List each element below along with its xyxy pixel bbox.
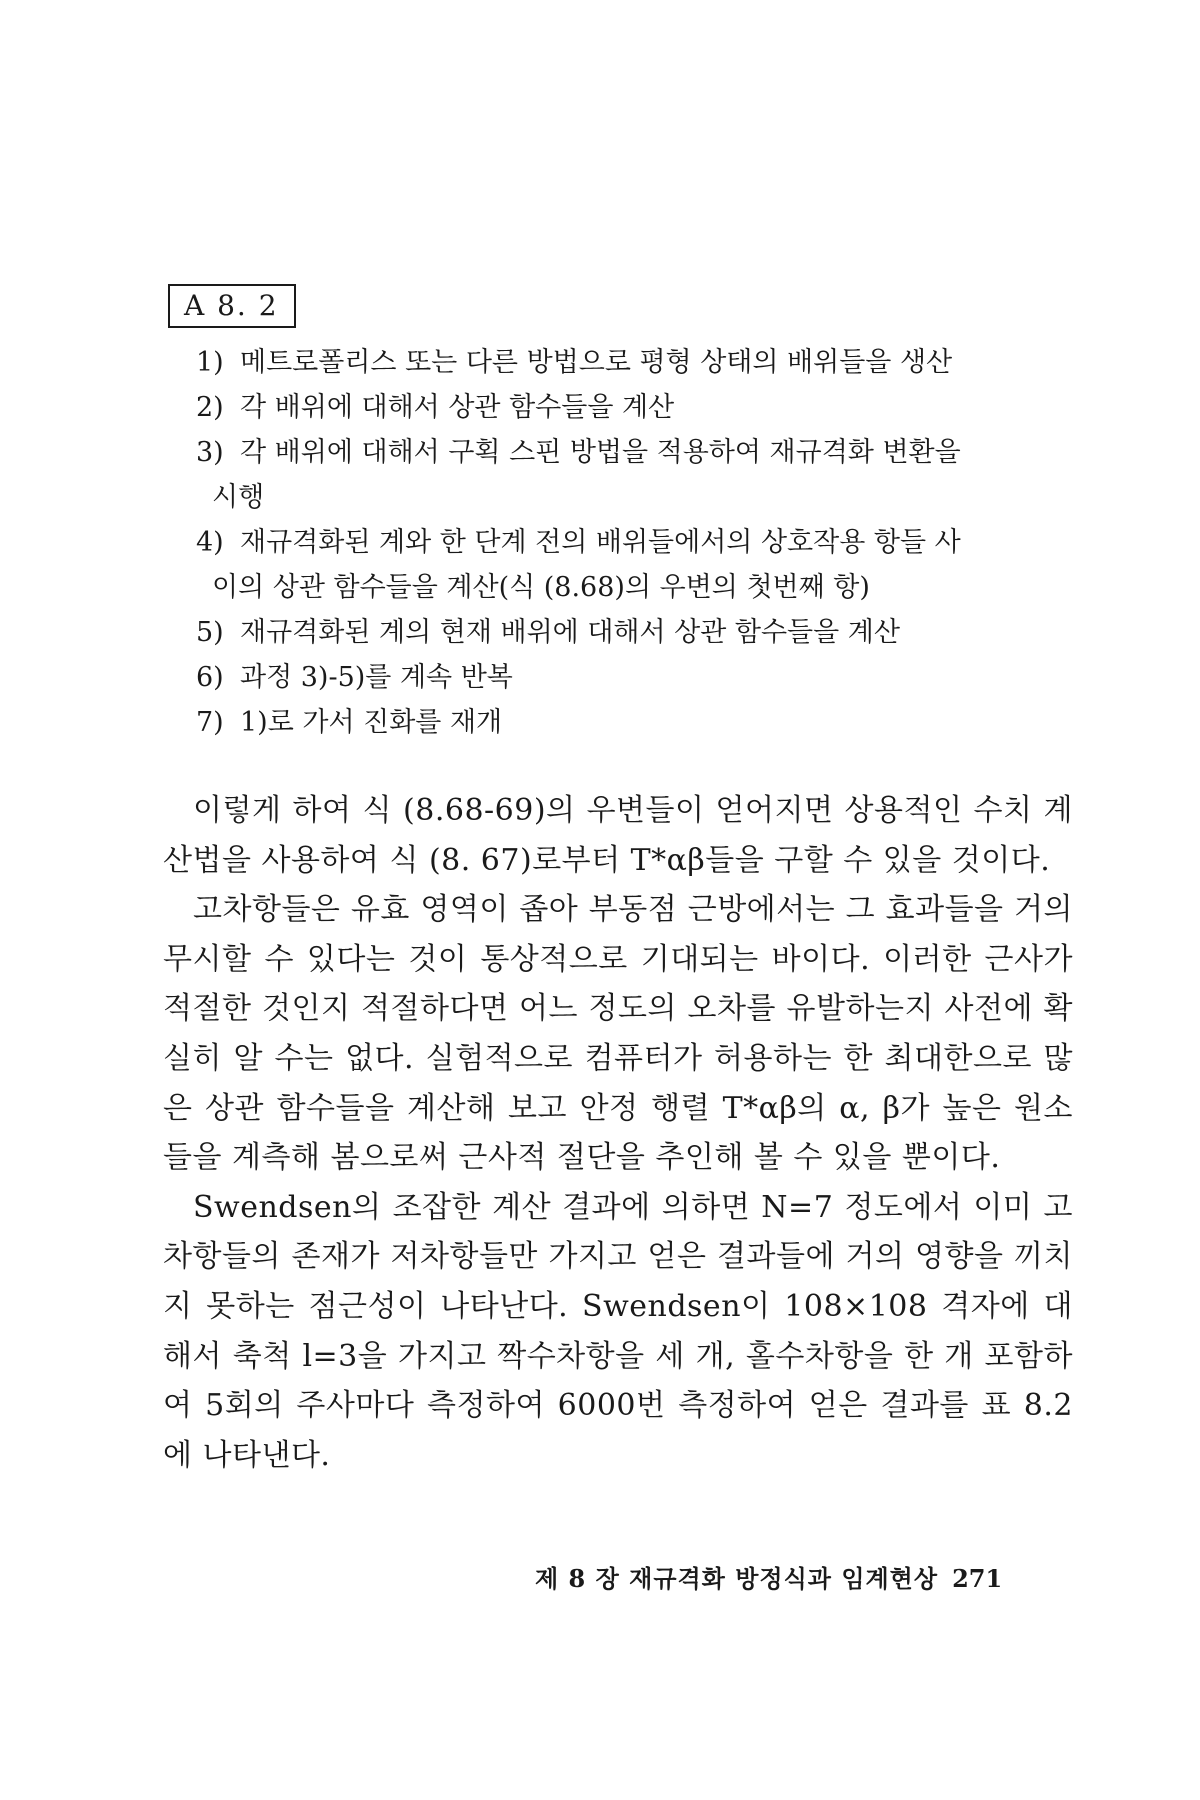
chapter-title: 제 8 장 재규격화 방정식과 임계현상 (535, 1564, 939, 1593)
paragraph: 이렇게 하여 식 (8.68-69)의 우변들이 얻어지면 상용적인 수치 계산법을 사용하여 식 (8. 67)로부터 T*αβ들을 구할 수 있을 것이다. (163, 793, 1073, 878)
step-number: 3) (196, 437, 224, 468)
step-continuation: 이의 상관 함수들을 계산(식 (8.68)의 우변의 첫번째 항) (212, 572, 870, 603)
step-text: 각 배위에 대해서 상관 함수들을 계산 (240, 392, 675, 423)
algorithm-step (196, 655, 1066, 700)
page-number: 271 (952, 1564, 1003, 1593)
step-number: 5) (196, 617, 224, 648)
algorithm-step (196, 610, 1066, 655)
step-text: 메트로폴리스 또는 다른 방법으로 평형 상태의 배위들을 생산 (240, 347, 953, 378)
algorithm-step (196, 520, 1066, 610)
step-number: 6) (196, 662, 224, 693)
algorithm-step (196, 385, 1066, 430)
step-text: 재규격화된 계의 현재 배위에 대해서 상관 함수들을 계산 (240, 617, 900, 648)
algorithm-step (196, 700, 1066, 745)
body-text (163, 786, 1073, 1480)
page-footer (535, 1562, 1095, 1596)
step-number: 7) (196, 707, 224, 738)
algorithm-steps (196, 340, 1066, 745)
algorithm-step (196, 430, 1066, 520)
step-number: 2) (196, 392, 224, 423)
step-text: 재규격화된 계와 한 단계 전의 배위들에서의 상호작용 항들 사 (240, 527, 961, 558)
step-continuation: 시행 (212, 482, 265, 513)
step-number: 4) (196, 527, 224, 558)
paragraph: 고차항들은 유효 영역이 좁아 부동점 근방에서는 그 효과들을 거의 무시할 수 있다는 것이 통상적으로 기대되는 바이다. 이러한 근사가 적절한 것인지 적절하다면 어느 정도의 오차를 유발하는지 사전에 확실히 알 수는 없다. 실험적으로 컴퓨터가 허용하는 한 최대한으로 많은 상관 함수들을 계산해 보고 안정 행렬 T*αβ의 α, β가 높은 원소들을 계측해 봄으로써 근사적 절단을 추인해 볼 수 있을 뿐이다. (163, 892, 1073, 1176)
step-text: 1)로 가서 진화를 재개 (240, 707, 503, 738)
step-number: 1) (196, 347, 224, 378)
step-text: 각 배위에 대해서 구획 스핀 방법을 적용하여 재규격화 변환을 (240, 437, 961, 468)
step-text: 과정 3)-5)를 계속 반복 (240, 662, 513, 693)
algorithm-label: A 8. 2 (168, 284, 296, 328)
algorithm-step (196, 340, 1066, 385)
paragraph: Swendsen의 조잡한 계산 결과에 의하면 N=7 정도에서 이미 고차항들의 존재가 저차항들만 가지고 얻은 결과들에 거의 영향을 끼치지 못하는 점근성이 나타난다. Swendsen이 108×108 격자에 대해서 축척 l=3을 가지고 짝수차항을 세 개, 홀수차항을 한 개 포함하여 5회의 주사마다 측정하여 6000번 측정하여 얻은 결과를 표 8.2에 나타낸다. (163, 1189, 1073, 1473)
